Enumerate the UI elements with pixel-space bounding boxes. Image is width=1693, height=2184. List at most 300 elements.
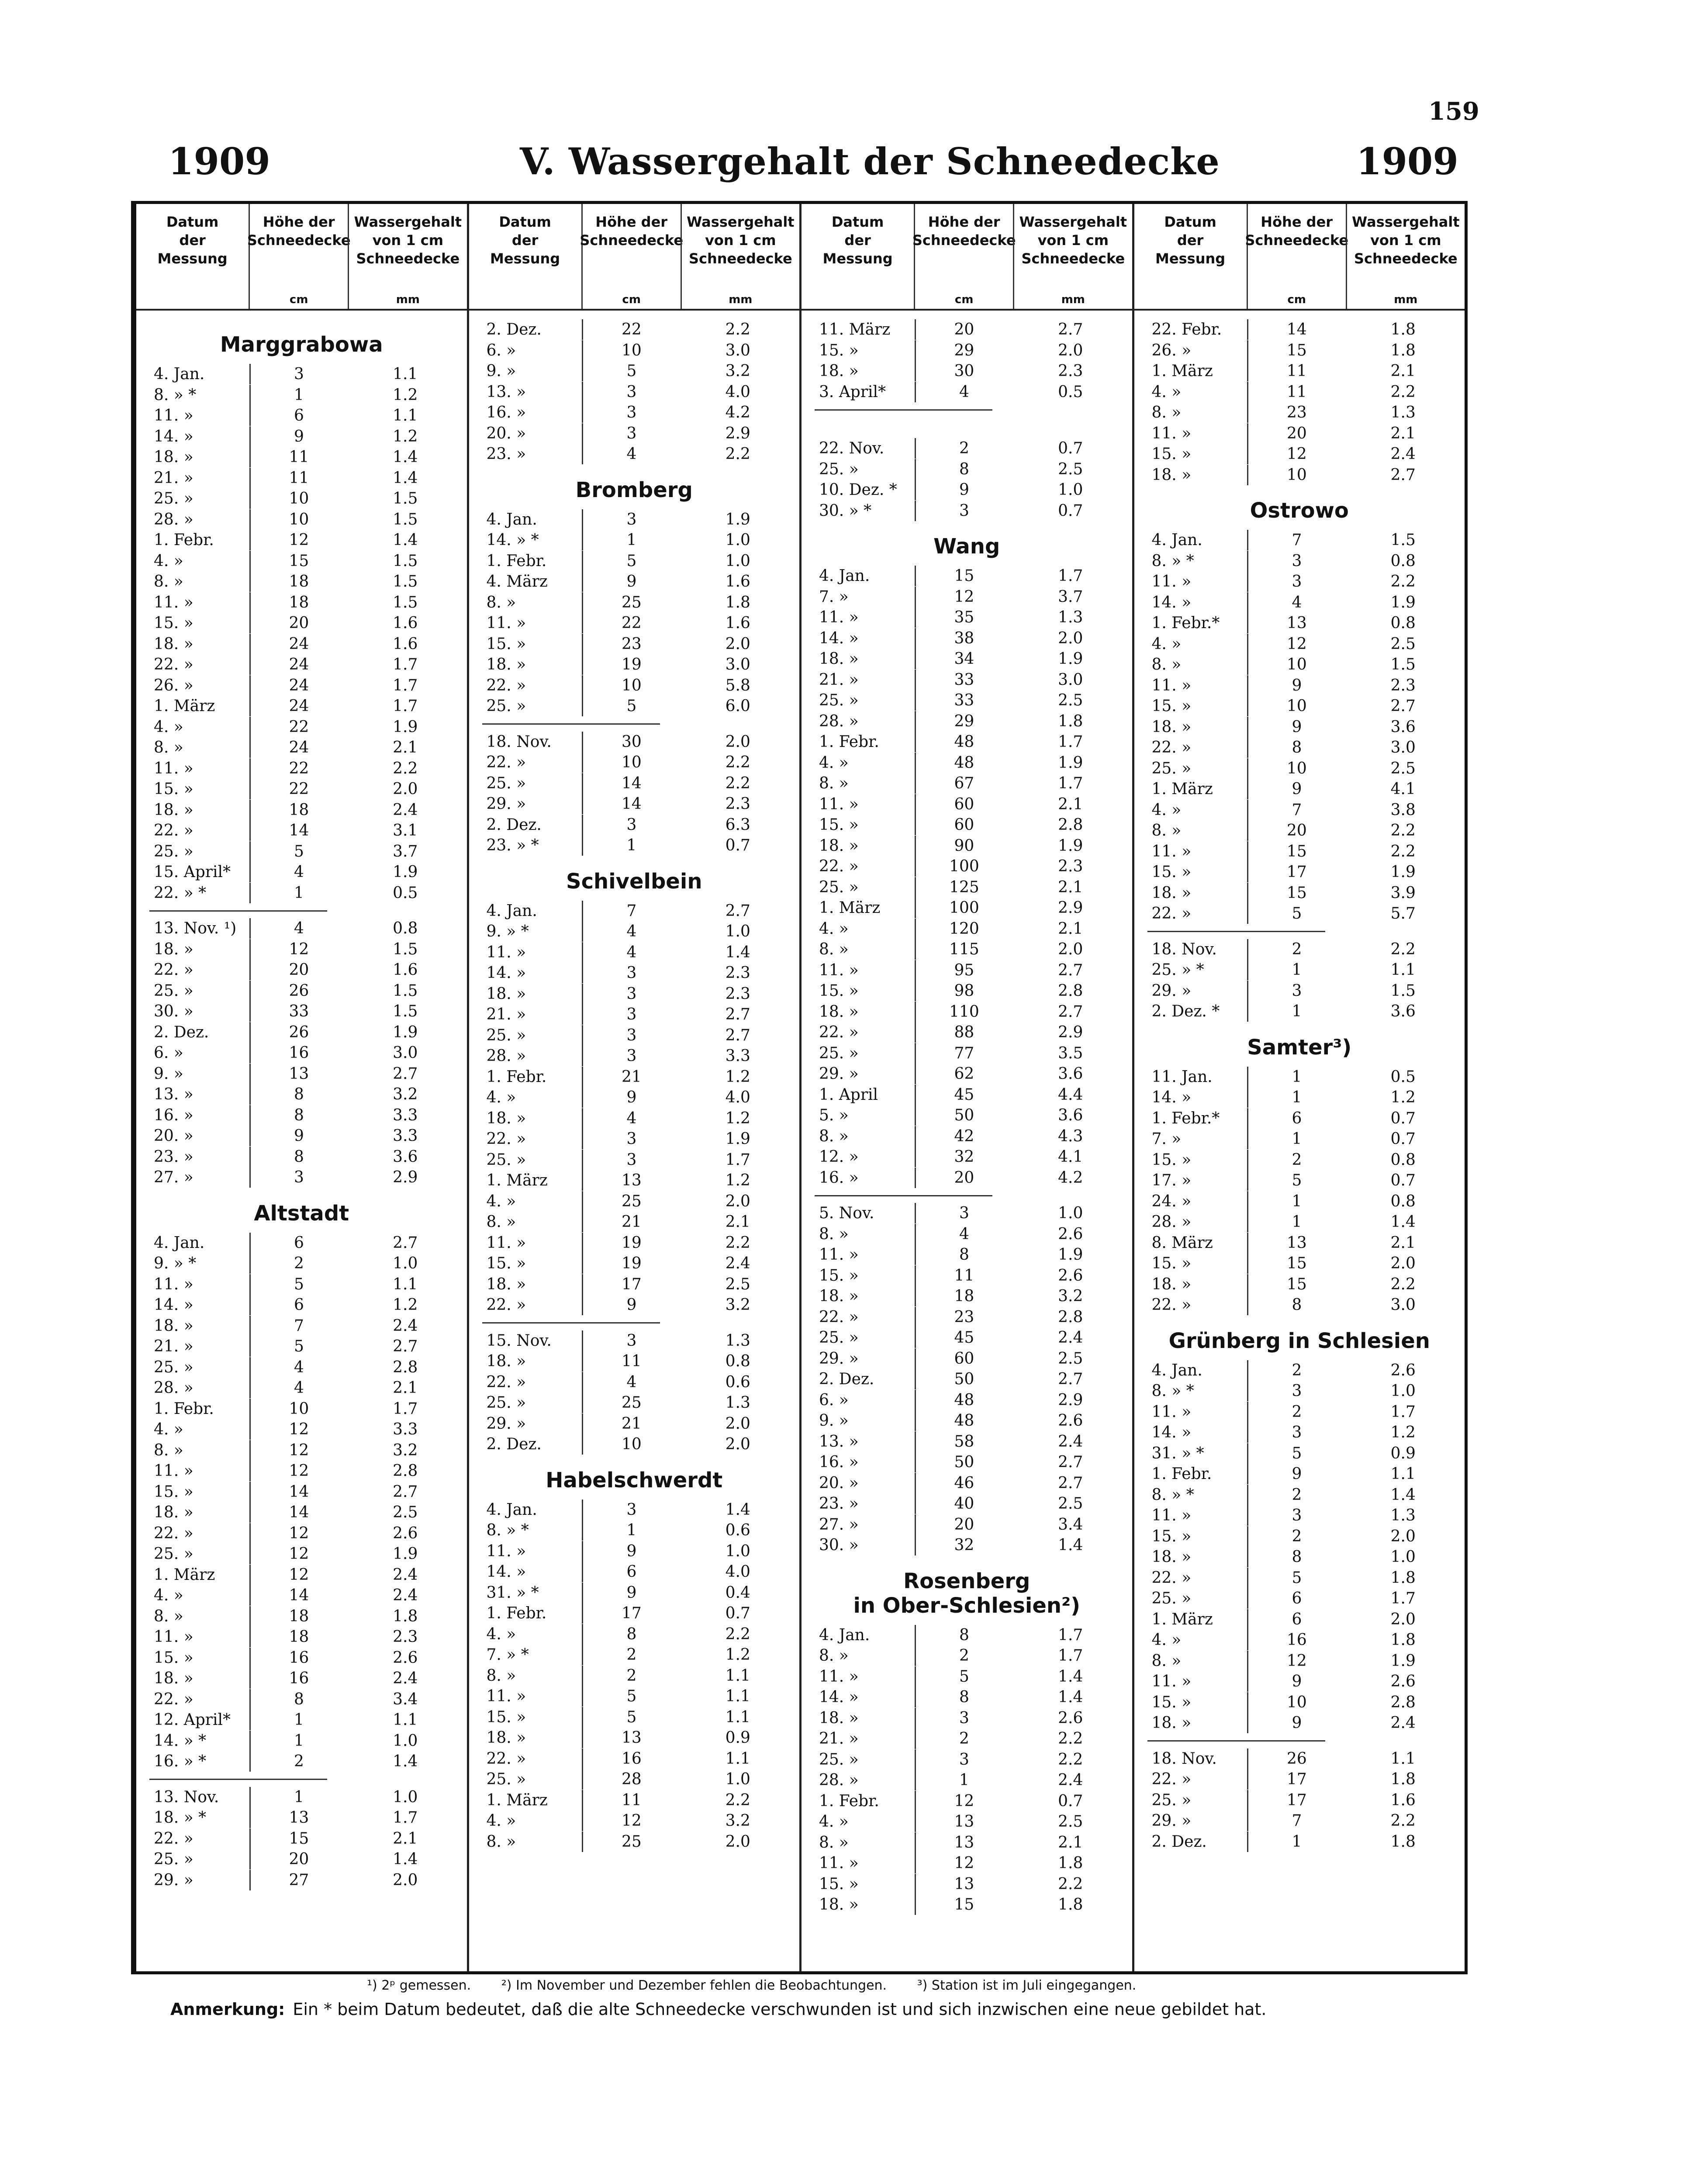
footnote-3: ³) Station ist im Juli eingegangen. [917, 1978, 1137, 1993]
station-name: Ostrowo [1250, 498, 1349, 523]
water-cell: 1.5 [1390, 656, 1416, 674]
date-cell: 25. » [486, 697, 526, 715]
table-row [805, 1853, 1129, 1874]
date-cell: 1. April [819, 1085, 878, 1104]
date-cell: 20. » [486, 424, 526, 442]
date-cell: 30. » [819, 1536, 859, 1555]
water-cell: 1.8 [1058, 712, 1083, 730]
water-cell: 0.5 [1058, 383, 1083, 401]
water-cell: 1.8 [1390, 1569, 1416, 1587]
table-row [805, 587, 1129, 608]
date-cell: 22. Nov. [819, 439, 885, 458]
water-cell: 1.4 [393, 469, 418, 487]
section-separator [140, 1772, 463, 1787]
date-cell: 30. » [154, 1002, 193, 1021]
height-cell: 21 [582, 1067, 680, 1087]
date-cell: 29. » [819, 1065, 859, 1083]
table-row [805, 1514, 1129, 1535]
height-cell: 98 [915, 981, 1012, 1001]
table-row [1138, 1233, 1462, 1254]
height-cell: 18 [249, 592, 347, 613]
water-cell: 1.1 [1390, 1749, 1416, 1768]
table-row [140, 1870, 463, 1891]
water-cell: 2.0 [725, 1414, 750, 1433]
water-cell: 3.2 [725, 1296, 750, 1314]
station-name: Habelschwerdt [546, 1468, 723, 1493]
header-hoehe [247, 204, 351, 309]
table-row [1138, 1588, 1462, 1609]
table-row [1138, 800, 1462, 821]
date-cell: 2. Dez. [819, 1370, 874, 1389]
water-cell: 2.4 [393, 1317, 418, 1335]
table-row [473, 942, 796, 963]
water-cell: 2.4 [1390, 445, 1416, 463]
table-row [805, 1894, 1129, 1915]
table-row [140, 426, 463, 447]
date-cell: 18. » [819, 362, 859, 380]
height-cell: 60 [915, 815, 1012, 835]
table-row [805, 1168, 1129, 1189]
water-cell: 1.7 [393, 1809, 418, 1827]
header-wassergehalt-unit: mm [1061, 293, 1085, 306]
date-cell: 11. » [154, 593, 193, 612]
table-row [805, 628, 1129, 649]
height-cell: 5 [582, 551, 680, 571]
water-cell: 1.8 [1058, 1854, 1083, 1873]
table-row [1138, 1360, 1462, 1381]
table-row [473, 963, 796, 984]
height-cell: 12 [249, 1523, 347, 1544]
height-cell: 10 [582, 752, 680, 773]
height-cell: 14 [249, 1482, 347, 1502]
table-row [140, 654, 463, 675]
water-cell: 1.9 [393, 1023, 418, 1041]
water-cell: 2.9 [1058, 1391, 1083, 1409]
table-row [1138, 402, 1462, 423]
height-cell: 12 [249, 530, 347, 550]
height-cell: 9 [1247, 675, 1345, 696]
table-row [805, 1431, 1129, 1452]
date-cell: 15. » [154, 780, 193, 798]
date-cell: 28. » [154, 510, 193, 529]
water-cell: 1.7 [725, 1151, 750, 1169]
height-cell: 24 [249, 654, 347, 675]
water-cell: 2.8 [1058, 982, 1083, 1000]
height-cell: 5 [582, 361, 680, 381]
table-row [805, 1369, 1129, 1390]
height-cell: 7 [1247, 1811, 1345, 1831]
table-row [1138, 1671, 1462, 1692]
water-cell: 2.0 [725, 635, 750, 653]
table-row [1138, 654, 1462, 675]
date-cell: 14. » [154, 427, 193, 446]
table-row [1138, 1150, 1462, 1171]
water-cell: 1.4 [1390, 1213, 1416, 1231]
date-cell: 22. » [154, 1524, 193, 1542]
section-separator [1138, 924, 1462, 939]
height-cell: 2 [1247, 1526, 1345, 1547]
date-cell: 18. » [1151, 884, 1192, 902]
table-row [140, 509, 463, 530]
table-row [140, 800, 463, 821]
height-cell: 8 [1247, 1547, 1345, 1567]
table-row [140, 1001, 463, 1022]
table-column [136, 204, 469, 1971]
height-cell: 24 [249, 634, 347, 654]
water-cell: 3.3 [725, 1047, 750, 1065]
height-cell: 22 [249, 779, 347, 799]
water-cell: 2.3 [725, 795, 750, 813]
date-cell: 18. » [1151, 718, 1192, 736]
water-cell: 2.2 [725, 321, 750, 339]
height-cell: 1 [249, 385, 347, 405]
height-cell: 38 [915, 628, 1012, 649]
height-cell: 3 [915, 1203, 1012, 1223]
height-cell: 12 [249, 1544, 347, 1564]
table-row [473, 1583, 796, 1603]
table-row [473, 752, 796, 773]
water-cell: 2.5 [1058, 691, 1083, 710]
water-cell: 3.0 [1390, 1296, 1416, 1314]
table-row [473, 1686, 796, 1707]
date-cell: 30. » * [819, 501, 872, 520]
water-cell: 1.9 [725, 510, 750, 529]
water-cell: 2.6 [393, 1648, 418, 1667]
header-datum [469, 204, 581, 309]
table-row [473, 984, 796, 1005]
date-cell: 12. » [819, 1148, 859, 1166]
date-cell: 25. » [154, 1358, 193, 1376]
water-cell: 1.8 [725, 593, 750, 612]
water-cell: 0.7 [1390, 1130, 1416, 1148]
date-cell: 23. » [819, 1495, 859, 1513]
date-cell: 13. » [154, 1085, 193, 1104]
water-cell: 1.3 [1390, 1507, 1416, 1525]
table-row [140, 1751, 463, 1772]
date-cell: 22. » [1151, 1770, 1192, 1789]
height-cell: 17 [1247, 1790, 1345, 1811]
height-cell: 1 [1247, 1087, 1345, 1108]
date-cell: 8. » [1151, 822, 1182, 840]
table-row [805, 1244, 1129, 1265]
date-cell: 18. » [819, 836, 859, 855]
table-row [140, 1316, 463, 1337]
water-cell: 0.8 [1390, 1192, 1416, 1210]
water-cell: 2.3 [725, 964, 750, 982]
water-cell: 2.8 [393, 1462, 418, 1480]
table-row [473, 571, 796, 592]
water-cell: 2.5 [1058, 460, 1083, 478]
water-cell: 0.7 [725, 836, 750, 855]
height-cell: 3 [1247, 1381, 1345, 1401]
table-row [140, 551, 463, 572]
water-cell: 1.0 [1390, 1548, 1416, 1566]
column-header [136, 204, 467, 311]
water-cell: 2.0 [725, 1832, 750, 1851]
height-cell: 18 [915, 1286, 1012, 1306]
table-row [1138, 737, 1462, 758]
water-cell: 2.7 [393, 1234, 418, 1252]
table-row [140, 1440, 463, 1461]
date-cell: 16. » [154, 1106, 193, 1124]
height-cell: 62 [915, 1064, 1012, 1084]
table-row [1138, 1769, 1462, 1790]
water-cell: 1.1 [1390, 961, 1416, 979]
date-cell: 8. » * [1151, 552, 1194, 570]
height-cell: 8 [249, 1147, 347, 1167]
height-cell: 15 [1247, 1253, 1345, 1274]
height-cell: 10 [582, 340, 680, 361]
date-cell: 1. Febr. [486, 1604, 547, 1623]
table-row [1138, 1651, 1462, 1672]
height-cell: 10 [1247, 758, 1345, 779]
date-cell: 4. » [1151, 801, 1182, 819]
water-cell: 1.7 [1058, 1647, 1083, 1665]
water-cell: 2.2 [1390, 822, 1416, 840]
date-cell: 15. » [486, 1708, 526, 1726]
height-cell: 12 [915, 1853, 1012, 1873]
height-cell: 2 [1247, 1360, 1345, 1381]
date-cell: 11. » [486, 614, 526, 632]
table-row [805, 1126, 1129, 1147]
height-cell: 10 [582, 1434, 680, 1455]
date-cell: 11. Jan. [1151, 1068, 1213, 1086]
height-cell: 22 [249, 758, 347, 779]
height-cell: 1 [582, 530, 680, 550]
height-cell: 48 [915, 753, 1012, 773]
date-cell: 21. » [486, 1006, 526, 1024]
height-cell: 4 [249, 918, 347, 939]
water-cell: 4.0 [725, 383, 750, 401]
year-right: 1909 [1356, 140, 1458, 183]
date-cell: 29. » [1151, 1812, 1192, 1830]
date-cell: 11. » [1151, 1403, 1192, 1421]
height-cell: 17 [1247, 1769, 1345, 1790]
water-cell: 2.7 [725, 902, 750, 920]
water-cell: 2.6 [1058, 1709, 1083, 1727]
height-cell: 48 [915, 1410, 1012, 1431]
height-cell: 4 [582, 942, 680, 963]
water-cell: 3.5 [1058, 1044, 1083, 1062]
water-cell: 1.6 [725, 614, 750, 632]
height-cell: 5 [249, 841, 347, 862]
height-cell: 9 [1247, 717, 1345, 737]
height-cell: 20 [915, 319, 1012, 340]
water-cell: 1.7 [393, 676, 418, 695]
height-cell: 1 [249, 1710, 347, 1730]
water-cell: 1.0 [393, 1254, 418, 1273]
table-row [473, 696, 796, 717]
date-cell: 9. » [486, 362, 516, 380]
water-cell: 3.2 [725, 362, 750, 380]
height-cell: 125 [915, 877, 1012, 898]
table-row [805, 1811, 1129, 1832]
water-cell: 3.3 [393, 1127, 418, 1145]
date-cell: 4. » [154, 1586, 183, 1605]
station-name: Rosenberg in Ober-Schlesien²) [853, 1569, 1081, 1618]
date-cell: 5. Nov. [819, 1204, 874, 1223]
date-cell: 14. » [819, 629, 859, 647]
date-cell: 1. März [819, 899, 881, 917]
date-cell: 6. » [819, 1391, 849, 1409]
water-cell: 0.5 [1390, 1068, 1416, 1086]
water-cell: 2.6 [1390, 1361, 1416, 1379]
water-cell: 2.4 [1058, 1432, 1083, 1451]
height-cell: 18 [249, 1627, 347, 1647]
table-row [473, 1170, 796, 1191]
water-cell: 3.6 [1390, 1002, 1416, 1021]
height-cell: 20 [249, 613, 347, 633]
height-cell: 2 [582, 1666, 680, 1686]
height-cell: 12 [249, 939, 347, 960]
table-row [473, 1393, 796, 1413]
water-cell: 6.3 [725, 816, 750, 834]
page-number: 159 [1428, 97, 1479, 126]
water-cell: 4.0 [725, 1089, 750, 1107]
date-cell: 8. » [154, 1607, 183, 1625]
water-cell: 2.2 [725, 753, 750, 772]
date-cell: 18. » [1151, 466, 1192, 484]
date-cell: 8. » * [154, 386, 197, 404]
table-row [805, 1390, 1129, 1411]
height-cell: 13 [915, 1811, 1012, 1832]
date-cell: 15. » [154, 614, 193, 632]
table-row [473, 402, 796, 423]
date-cell: 25. » [154, 1850, 193, 1869]
height-cell: 2 [915, 1728, 1012, 1749]
water-cell: 2.7 [725, 1006, 750, 1024]
height-cell: 8 [1247, 1295, 1345, 1315]
table-row [140, 571, 463, 592]
height-cell: 9 [582, 1583, 680, 1603]
table-row [805, 1327, 1129, 1348]
water-cell: 1.2 [1390, 1424, 1416, 1442]
height-cell: 22 [582, 319, 680, 340]
date-cell: 4. » [486, 1812, 516, 1830]
date-cell: 8. » [1151, 1652, 1182, 1670]
date-cell: 15. » [1151, 445, 1192, 463]
height-cell: 100 [915, 898, 1012, 918]
date-cell: 18. Nov. [486, 733, 552, 751]
date-cell: 25. » [1151, 759, 1192, 778]
table-row [473, 1351, 796, 1372]
table-row [140, 939, 463, 960]
date-cell: 15. » [1151, 1151, 1192, 1169]
table-row [805, 480, 1129, 501]
table-row [140, 1378, 463, 1399]
water-cell: 2.3 [393, 1628, 418, 1646]
table-row [805, 1002, 1129, 1023]
date-cell: 28. » [154, 1379, 193, 1397]
height-cell: 13 [1247, 613, 1345, 633]
table-row [1138, 1609, 1462, 1630]
date-cell: 1. März [486, 1791, 548, 1809]
date-cell: 29. » [486, 1414, 526, 1433]
table-row [1138, 939, 1462, 960]
date-cell: 1. Febr. [154, 1400, 214, 1418]
height-cell: 50 [915, 1105, 1012, 1126]
water-cell: 1.3 [1390, 404, 1416, 422]
water-cell: 1.8 [1390, 321, 1416, 339]
water-cell: 1.2 [725, 1171, 750, 1190]
date-cell: 15. » [819, 816, 859, 834]
date-cell: 28. » [1151, 1213, 1192, 1231]
column-header [469, 204, 800, 311]
water-cell: 2.2 [1058, 1730, 1083, 1748]
water-cell: 1.4 [1058, 1667, 1083, 1686]
height-cell: 4 [582, 1108, 680, 1129]
height-cell: 27 [249, 1870, 347, 1890]
table-row [805, 1085, 1129, 1106]
date-cell: 18. » [819, 1002, 859, 1021]
table-row [140, 1606, 463, 1627]
header-wassergehalt [1013, 204, 1132, 309]
station-name: Schivelbein [566, 869, 702, 894]
height-cell: 10 [582, 675, 680, 696]
table-row [1138, 1713, 1462, 1734]
date-cell: 14. » [1151, 593, 1192, 612]
date-cell: 22. Febr. [1151, 321, 1222, 339]
water-cell: 2.1 [1390, 362, 1416, 380]
date-cell: 11. » [819, 1854, 859, 1873]
table-row [140, 1828, 463, 1849]
table-row [1138, 1087, 1462, 1108]
height-cell: 4 [582, 444, 680, 464]
table-row [140, 1849, 463, 1870]
date-cell: 15. April* [154, 863, 231, 881]
height-cell: 24 [249, 696, 347, 716]
water-cell: 2.3 [1390, 676, 1416, 695]
table-row [805, 1728, 1129, 1749]
date-cell: 18. Nov. [1151, 1749, 1217, 1768]
table-row [1138, 1547, 1462, 1568]
date-cell: 29. » [154, 1871, 193, 1889]
date-cell: 4. » [819, 919, 849, 938]
table-row [473, 509, 796, 530]
date-cell: 1. Febr. [154, 531, 214, 549]
water-cell: 1.7 [393, 656, 418, 674]
height-cell: 9 [582, 571, 680, 592]
height-cell: 8 [915, 1625, 1012, 1645]
water-cell: 6.0 [725, 697, 750, 715]
water-cell: 1.6 [393, 614, 418, 632]
table-row [805, 501, 1129, 522]
height-cell: 13 [1247, 1233, 1345, 1253]
height-cell: 30 [915, 361, 1012, 381]
table-row [140, 1544, 463, 1565]
table-row [473, 1004, 796, 1025]
height-cell: 3 [915, 1749, 1012, 1770]
date-cell: 13. Nov. ¹) [154, 919, 237, 938]
height-cell: 13 [249, 1064, 347, 1084]
date-cell: 7. » * [486, 1646, 529, 1664]
water-cell: 2.0 [1058, 629, 1083, 647]
water-cell: 3.0 [725, 341, 750, 359]
water-cell: 2.2 [393, 759, 418, 778]
date-cell: 2. Dez. [486, 321, 542, 339]
height-cell: 30 [582, 732, 680, 752]
water-cell: 1.7 [1058, 774, 1083, 793]
water-cell: 2.1 [393, 739, 418, 757]
table-row [1138, 758, 1462, 779]
height-cell: 20 [249, 1849, 347, 1870]
table-row [473, 1666, 796, 1686]
water-cell: 2.5 [1058, 1349, 1083, 1368]
date-cell: 16. » [819, 1168, 859, 1187]
table-row [473, 1191, 796, 1212]
header-datum-label: Datum der Messung [1155, 214, 1226, 267]
header-hoehe-label: Höhe der Schneedecke [1245, 214, 1349, 249]
